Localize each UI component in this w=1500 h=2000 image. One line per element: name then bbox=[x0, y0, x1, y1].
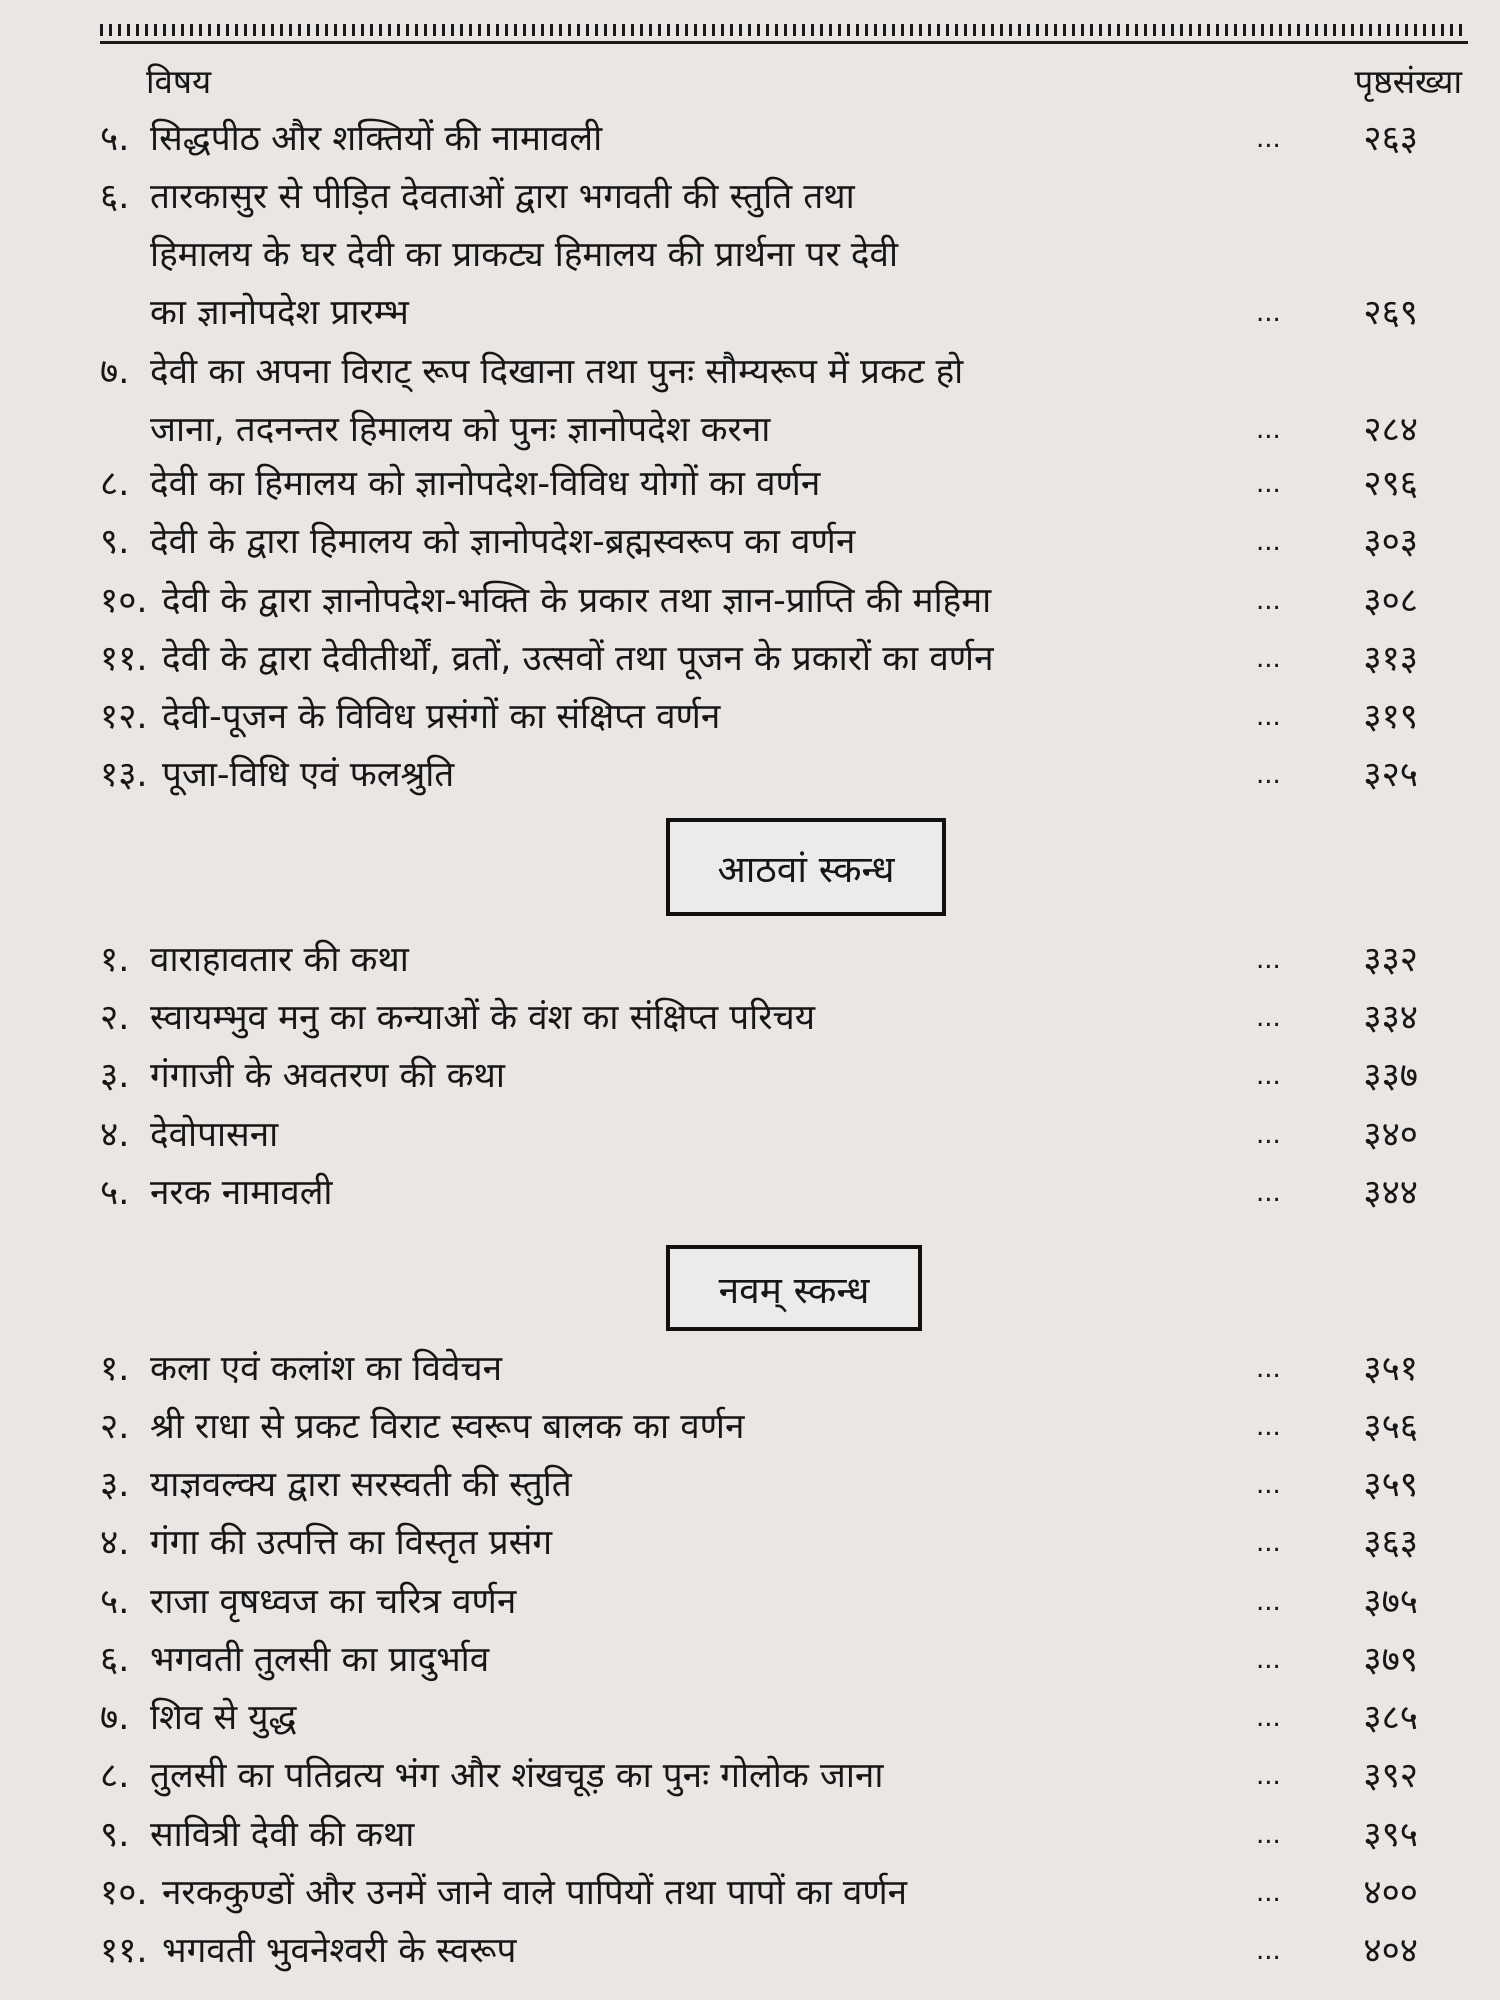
toc-row bbox=[0, 513, 1500, 571]
entry-title: तारकासुर से पीड़ित देवताओं द्वारा भगवती की स्तुति तथा bbox=[150, 177, 855, 217]
leader-dots: ... bbox=[1256, 1178, 1281, 1208]
toc-row bbox=[0, 1806, 1500, 1864]
entry-page-number: ४०० bbox=[1363, 1873, 1418, 1913]
toc-row bbox=[0, 1456, 1500, 1514]
entry-page-number: ३६३ bbox=[1363, 1523, 1418, 1563]
entry-number: ११. bbox=[100, 639, 148, 679]
entry-number: ९. bbox=[100, 522, 130, 562]
entry-page-number: ३९५ bbox=[1363, 1815, 1418, 1855]
entry-title: देवी के द्वारा ज्ञानोपदेश-भक्ति के प्रकार तथा ज्ञान-प्राप्ति की महिमा bbox=[162, 581, 992, 621]
leader-dots: ... bbox=[1256, 1645, 1281, 1675]
entry-page-number: ३०३ bbox=[1363, 522, 1418, 562]
entry-page-number: ३८५ bbox=[1363, 1698, 1418, 1738]
toc-row bbox=[0, 284, 1500, 342]
entry-page-number: ३७५ bbox=[1363, 1582, 1418, 1622]
entry-number: ४. bbox=[100, 1115, 130, 1155]
toc-row bbox=[0, 110, 1500, 168]
toc-row bbox=[0, 931, 1500, 989]
toc-row bbox=[0, 630, 1500, 688]
toc-row bbox=[0, 455, 1500, 513]
toc-row bbox=[0, 1514, 1500, 1572]
toc-row bbox=[0, 1398, 1500, 1456]
entry-title: देवी के द्वारा हिमालय को ज्ञानोपदेश-ब्रह्मस्वरूप का वर्णन bbox=[150, 522, 856, 562]
entry-page-number: ३३७ bbox=[1363, 1056, 1418, 1096]
toc-row bbox=[0, 1573, 1500, 1631]
leader-dots: ... bbox=[1256, 1820, 1281, 1850]
entry-page-number: ३३२ bbox=[1363, 940, 1418, 980]
entry-page-number: ३७९ bbox=[1363, 1640, 1418, 1680]
toc-row bbox=[0, 1747, 1500, 1805]
entry-number: १३. bbox=[100, 755, 148, 795]
entry-title: देवोपासना bbox=[150, 1115, 279, 1155]
entry-number: ७. bbox=[100, 352, 130, 392]
entry-page-number: ३१९ bbox=[1363, 697, 1418, 737]
entry-number: ७. bbox=[100, 1698, 130, 1738]
entry-number: १२. bbox=[100, 697, 148, 737]
entry-title: श्री राधा से प्रकट विराट स्वरूप बालक का वर्णन bbox=[150, 1407, 745, 1447]
entry-number: ३. bbox=[100, 1465, 130, 1505]
entry-number: ५. bbox=[100, 119, 130, 159]
entry-page-number: ३४४ bbox=[1363, 1173, 1418, 1213]
entry-page-number: २८४ bbox=[1363, 410, 1418, 450]
entry-number: २. bbox=[100, 998, 130, 1038]
leader-dots: ... bbox=[1256, 702, 1281, 732]
header-page-number: पृष्ठसंख्या bbox=[1354, 62, 1462, 101]
toc-row bbox=[0, 1164, 1500, 1222]
toc-row bbox=[0, 989, 1500, 1047]
entry-page-number: ३२५ bbox=[1363, 755, 1418, 795]
leader-dots: ... bbox=[1256, 1528, 1281, 1558]
entry-title: सिद्धपीठ और शक्तियों की नामावली bbox=[150, 119, 603, 159]
entry-page-number: ४०४ bbox=[1363, 1931, 1418, 1971]
entry-title: कला एवं कलांश का विवेचन bbox=[150, 1349, 503, 1389]
entry-number: ५. bbox=[100, 1173, 130, 1213]
section-heading-ninth: नवम् स्कन्ध bbox=[666, 1245, 922, 1331]
entry-title: याज्ञवल्क्य द्वारा सरस्वती की स्तुति bbox=[150, 1465, 572, 1505]
leader-dots: ... bbox=[1256, 469, 1281, 499]
entry-page-number: २६९ bbox=[1363, 293, 1418, 333]
entry-number: ६. bbox=[100, 1640, 130, 1680]
entry-title: वाराहावतार की कथा bbox=[150, 940, 409, 980]
entry-title: गंगाजी के अवतरण की कथा bbox=[150, 1056, 505, 1096]
entry-number: ४. bbox=[100, 1523, 130, 1563]
toc-row bbox=[0, 168, 1500, 226]
leader-dots: ... bbox=[1256, 1470, 1281, 1500]
leader-dots: ... bbox=[1256, 1003, 1281, 1033]
entry-title: का ज्ञानोपदेश प्रारम्भ bbox=[150, 293, 409, 333]
leader-dots: ... bbox=[1256, 586, 1281, 616]
toc-row bbox=[0, 1106, 1500, 1164]
toc-row bbox=[0, 1340, 1500, 1398]
entry-page-number: ३०८ bbox=[1363, 581, 1418, 621]
entry-title: भगवती तुलसी का प्रादुर्भाव bbox=[150, 1640, 490, 1680]
section-heading-eighth: आठवां स्कन्ध bbox=[666, 818, 946, 916]
entry-number: ५. bbox=[100, 1582, 130, 1622]
toc-row bbox=[0, 1922, 1500, 1980]
entry-number: १०. bbox=[100, 1873, 148, 1913]
entry-page-number: ३३४ bbox=[1363, 998, 1418, 1038]
leader-dots: ... bbox=[1256, 1120, 1281, 1150]
leader-dots: ... bbox=[1256, 1412, 1281, 1442]
entry-number: ३. bbox=[100, 1056, 130, 1096]
toc-row bbox=[0, 343, 1500, 401]
entry-title: देवी-पूजन के विविध प्रसंगों का संक्षिप्त वर्णन bbox=[162, 697, 721, 737]
toc-row bbox=[0, 746, 1500, 804]
leader-dots: ... bbox=[1256, 1936, 1281, 1966]
entry-number: ६. bbox=[100, 177, 130, 217]
leader-dots: ... bbox=[1256, 644, 1281, 674]
entry-number: ११. bbox=[100, 1931, 148, 1971]
entry-number: ८. bbox=[100, 1756, 130, 1796]
entry-page-number: ३१३ bbox=[1363, 639, 1418, 679]
entry-title: देवी का हिमालय को ज्ञानोपदेश-विविध योगों का वर्णन bbox=[150, 464, 821, 504]
leader-dots: ... bbox=[1256, 1061, 1281, 1091]
leader-dots: ... bbox=[1256, 527, 1281, 557]
entry-page-number: २९६ bbox=[1363, 464, 1418, 504]
entry-title: तुलसी का पतिव्रत्य भंग और शंखचूड़ का पुनः गोलोक जाना bbox=[150, 1756, 884, 1796]
entry-number: ९. bbox=[100, 1815, 130, 1855]
leader-dots: ... bbox=[1256, 1703, 1281, 1733]
leader-dots: ... bbox=[1256, 1587, 1281, 1617]
leader-dots: ... bbox=[1256, 945, 1281, 975]
toc-row bbox=[0, 1047, 1500, 1105]
leader-dots: ... bbox=[1256, 1761, 1281, 1791]
toc-row bbox=[0, 226, 1500, 284]
header-subject: विषय bbox=[146, 62, 212, 101]
toc-row bbox=[0, 1864, 1500, 1922]
entry-number: ८. bbox=[100, 464, 130, 504]
entry-title: भगवती भुवनेश्वरी के स्वरूप bbox=[162, 1931, 517, 1971]
entry-page-number: ३५१ bbox=[1363, 1349, 1418, 1389]
toc-row bbox=[0, 1689, 1500, 1747]
entry-title: गंगा की उत्पत्ति का विस्तृत प्रसंग bbox=[150, 1523, 553, 1563]
entry-number: १. bbox=[100, 940, 130, 980]
entry-title: देवी के द्वारा देवीतीर्थों, व्रतों, उत्सवों तथा पूजन के प्रकारों का वर्णन bbox=[162, 639, 994, 679]
leader-dots: ... bbox=[1256, 415, 1281, 445]
entry-page-number: ३४० bbox=[1363, 1115, 1418, 1155]
entry-title: देवी का अपना विराट् रूप दिखाना तथा पुनः सौम्यरूप में प्रकट हो bbox=[150, 352, 964, 392]
entry-title: शिव से युद्ध bbox=[150, 1698, 297, 1738]
entry-number: १०. bbox=[100, 581, 148, 621]
leader-dots: ... bbox=[1256, 298, 1281, 328]
leader-dots: ... bbox=[1256, 1878, 1281, 1908]
leader-dots: ... bbox=[1256, 760, 1281, 790]
entry-title: पूजा-विधि एवं फलश्रुति bbox=[162, 755, 455, 795]
entry-page-number: ३५९ bbox=[1363, 1465, 1418, 1505]
entry-number: २. bbox=[100, 1407, 130, 1447]
toc-row bbox=[0, 688, 1500, 746]
toc-row bbox=[0, 401, 1500, 459]
entry-title: नरककुण्डों और उनमें जाने वाले पापियों तथा पापों का वर्णन bbox=[162, 1873, 908, 1913]
entry-title: राजा वृषध्वज का चरित्र वर्णन bbox=[150, 1582, 517, 1622]
entry-number: १. bbox=[100, 1349, 130, 1389]
entry-page-number: २६३ bbox=[1363, 119, 1418, 159]
entry-page-number: ३९२ bbox=[1363, 1756, 1418, 1796]
entry-title: हिमालय के घर देवी का प्राकट्य हिमालय की प्रार्थना पर देवी bbox=[150, 235, 899, 275]
toc-row bbox=[0, 572, 1500, 630]
entry-title: सावित्री देवी की कथा bbox=[150, 1815, 415, 1855]
entry-title: जाना, तदनन्तर हिमालय को पुनः ज्ञानोपदेश करना bbox=[150, 410, 771, 450]
leader-dots: ... bbox=[1256, 124, 1281, 154]
leader-dots: ... bbox=[1256, 1354, 1281, 1384]
decorative-border bbox=[100, 22, 1468, 44]
entry-title: नरक नामावली bbox=[150, 1173, 333, 1213]
toc-row bbox=[0, 1631, 1500, 1689]
entry-page-number: ३५६ bbox=[1363, 1407, 1418, 1447]
entry-title: स्वायम्भुव मनु का कन्याओं के वंश का संक्षिप्त परिचय bbox=[150, 998, 816, 1038]
